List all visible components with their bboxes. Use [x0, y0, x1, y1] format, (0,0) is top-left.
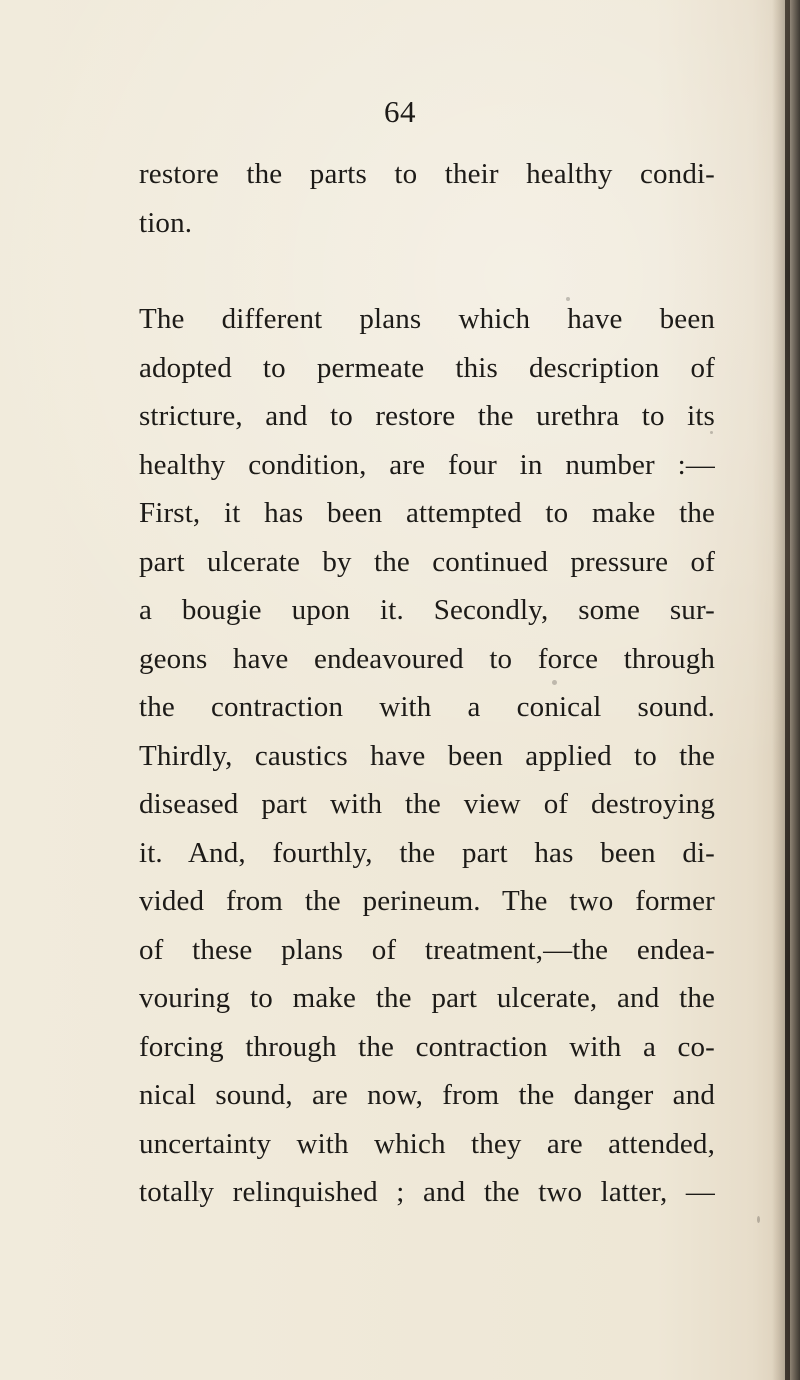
text-line: Thirdly, caustics have been applied to the [139, 739, 715, 772]
text-line: vouring to make the part ulcerate, and the [139, 982, 715, 1014]
text-line: vided from the perineum. The two former [139, 885, 715, 917]
text-line: adopted to permeate this description of [139, 351, 715, 384]
text-line: forcing through the contraction with a co- [139, 1030, 715, 1063]
main-text-block [139, 150, 715, 1217]
text-line: uncertainty with which they are attended, [139, 1127, 715, 1160]
text-line: healthy condition, are four in number :— [139, 448, 715, 481]
text-line: it. And, fourthly, the part has been di- [139, 836, 715, 869]
page-number: 64 [384, 94, 416, 129]
text-line: The different plans which have been [139, 303, 715, 335]
text-line: diseased part with the view of destroying [139, 788, 715, 820]
text-line: the contraction with a conical sound. [139, 691, 715, 723]
paper-speck [198, 1190, 201, 1193]
paper-speck [566, 297, 570, 301]
paper-speck [552, 680, 557, 685]
text-line: geons have endeavoured to force through [139, 642, 715, 675]
text-line: part ulcerate by the continued pressure of [139, 545, 715, 578]
paragraph-gap [139, 247, 715, 295]
paragraph-2 [139, 295, 715, 1217]
text-line: stricture, and to restore the urethra to its [139, 400, 715, 432]
text-line: a bougie upon it. Secondly, some sur- [139, 594, 715, 626]
text-line: nical sound, are now, from the danger and [139, 1079, 715, 1111]
text-line: totally relinquished ; and the two latter, — [139, 1176, 715, 1208]
paragraph-1 [139, 150, 715, 247]
binding-shadow-line [785, 0, 790, 1380]
text-line: restore the parts to their healthy condi- [139, 158, 715, 190]
text-line: First, it has been attempted to make the [139, 497, 715, 529]
text-line: tion. [139, 206, 193, 239]
paper-speck [757, 1216, 760, 1223]
text-line: of these plans of treatment,—the endea- [139, 933, 715, 966]
paper-speck [710, 431, 713, 434]
